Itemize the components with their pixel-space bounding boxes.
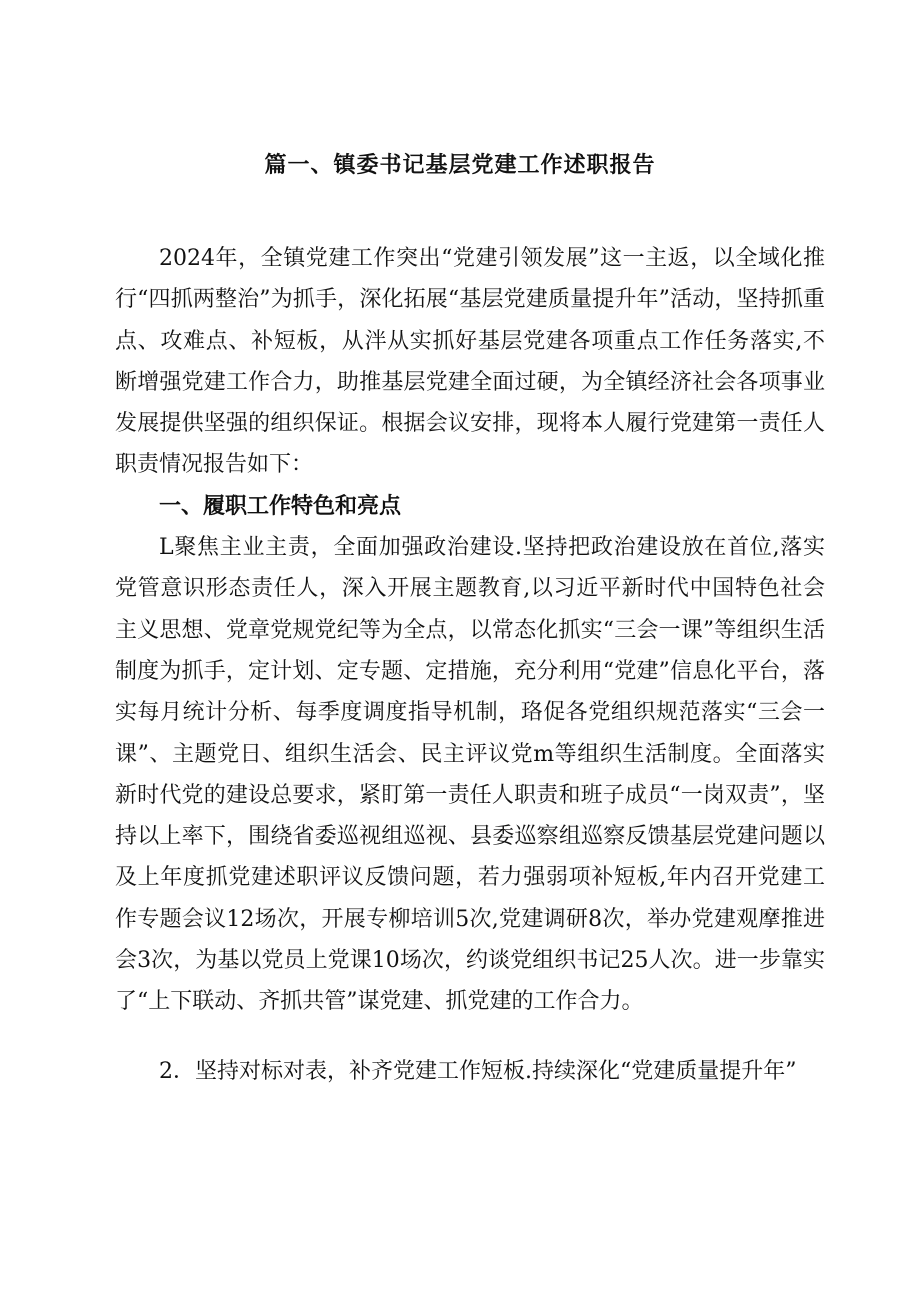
- intro-paragraph: 2024年，全镇党建工作突出“党建引领发展”这一主返，以全域化推行“四抓两整治”为抓手，深化拓展“基层党建质量提升年”活动，坚持抓重点、攻难点、补短板，从泮从实抓好基层党建各项重点工作任务落实,不断增强党建工作合力，助推基层党建全面过硬，为全镇经济社会各项事业发展提供坚强的组织保证。根据会议安排，现将本人履行党建第一责任人职责情况报告如下：: [115, 246, 826, 478]
- document-title: 篇一、镇委书记基层党建工作述职报告: [264, 153, 656, 178]
- item-2-paragraph: 2．坚持对标对表，补齐党建工作短板.持续深化“党建质量提升年”: [159, 1058, 797, 1084]
- item-1-paragraph: L聚焦主业主责，全面加强政治建设.坚持把政治建设放在首位,落实党管意识形态责任人，深入开展主题教育,以习近平新时代中国特色社会主义思想、党章党规党纪等为全点，以常态化抓实“三会一课”等组织生活制度为抓手，定计划、定专题、定措施，充分利用“党建”信息化平台，落实每月统计分析、每季度调度指导机制，珞促各党组织规范落实“三会一课”、主题党日、组织生活会、民主评议党m等组织生活制度。全面落实新时代党的建设总要求，紧盯第一责任人职责和班子成员“一岗双责”，坚持以上率下，围绕省委巡视组巡视、县委巡察组巡察反馈基层党建问题以及上年度抓党建述职评议反馈问题，若力强弱项补短板,年内召开党建工作专题会议12场次，开展专柳培训5次,党建调研8次，举办党建观摩推进会3次，为基以党员上党课10场次，约谈党组织书记25人次。进一步靠实了“上下联动、齐抓共管”谋党建、抓党建的工作合力。: [115, 535, 825, 1015]
- document-body: [115, 238, 825, 1092]
- section-heading: 一、履职工作特色和亮点: [159, 493, 402, 519]
